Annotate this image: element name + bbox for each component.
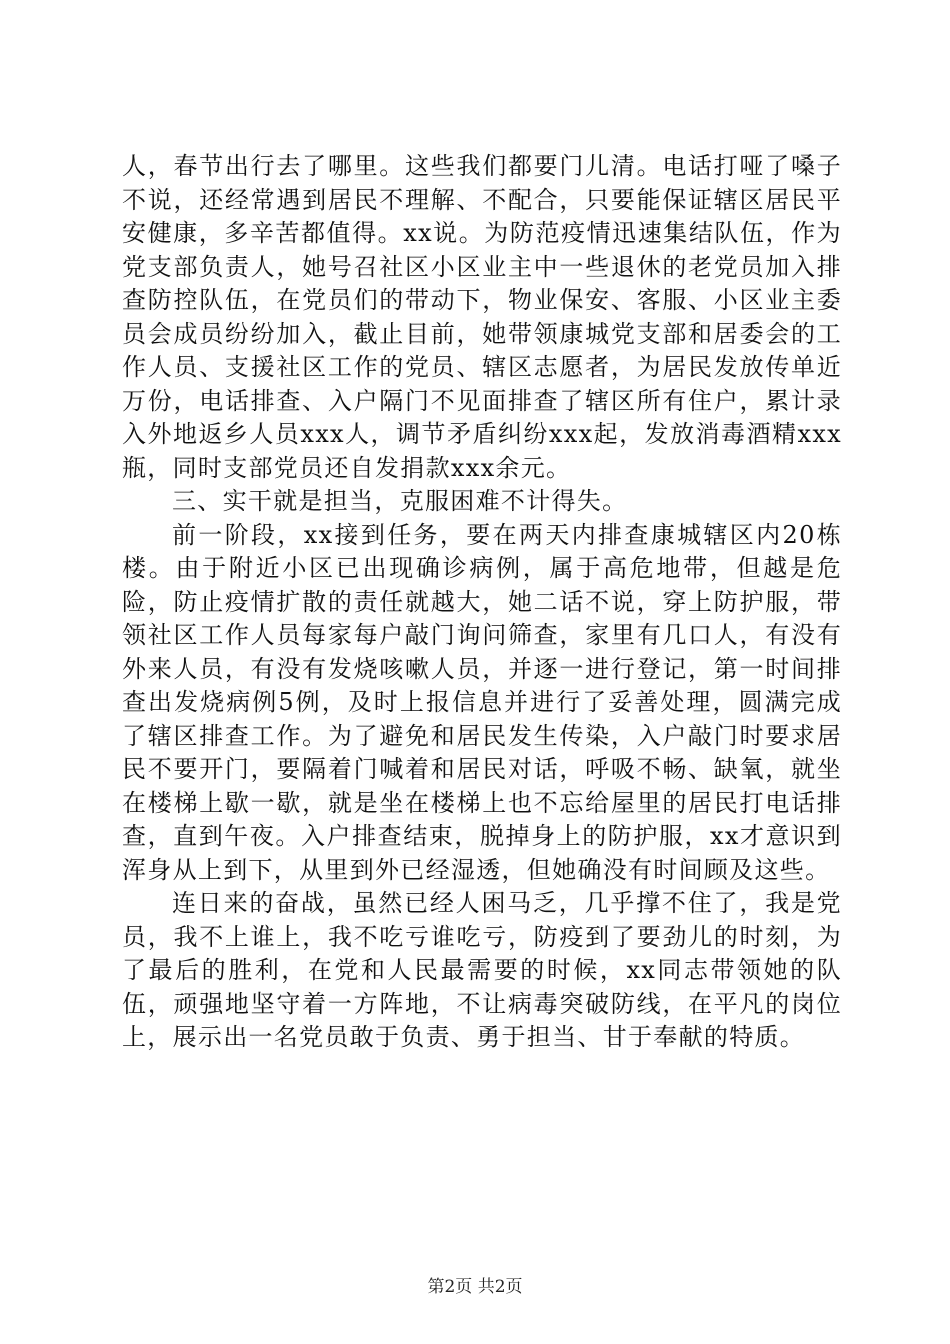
paragraph-conclusion: 连日来的奋战，虽然已经人困马乏，几乎撑不住了，我是党员，我不上谁上，我不吃亏谁吃亏，防疫到了要劲儿的时刻，为了最后的胜利，在党和人民最需要的时候，xx同志带领她的队伍，顽强地坚守着一方阵地，不让病毒突破防线，在平凡的岗位上，展示出一名党员敢于负责、勇于担当、甘于奉献的特质。 bbox=[122, 889, 842, 1051]
paragraph-continuation: 人，春节出行去了哪里。这些我们都要门儿清。电话打哑了嗓子不说，还经常遇到居民不理解、不配合，只要能保证辖区居民平安健康，多辛苦都值得。xx说。为防范疫情迅速集结队伍，作为党支部负责人，她号召社区小区业主中一些退休的老党员加入排查防控队伍，在党员们的带动下，物业保安、客服、小区业主委员会成员纷纷加入，截止目前，她带领康城党支部和居委会的工作人员、支援社区工作的党员、辖区志愿者，为居民发放传单近万份，电话排查、入户隔门不见面排查了辖区所有住户，累计录入外地返乡人员xxx人，调节矛盾纠纷xxx起，发放消毒酒精xxx瓶，同时支部党员还自发捐款xxx余元。 bbox=[122, 152, 842, 482]
paragraph-investigation: 前一阶段，xx接到任务，要在两天内排查康城辖区内20栋楼。由于附近小区已出现确诊病例，属于高危地带，但越是危险，防止疫情扩散的责任就越大，她二话不说，穿上防护服，带领社区工作人员每家每户敲门询问筛查，家里有几口人，有没有外来人员，有没有发烧咳嗽人员，并逐一进行登记，第一时间排查出发烧病例5例，及时上报信息并进行了妥善处理，圆满完成了辖区排查工作。为了避免和居民发生传染，入户敲门时要求居民不要开门，要隔着门喊着和居民对话，呼吸不畅、缺氧，就坐在楼梯上歇一歇，就是坐在楼梯上也不忘给屋里的居民打电话排查，直到午夜。入户排查结束，脱掉身上的防护服，xx才意识到浑身从上到下，从里到外已经湿透，但她确没有时间顾及这些。 bbox=[122, 520, 842, 884]
document-body bbox=[122, 150, 842, 1055]
page-footer: 第2页 共2页 bbox=[427, 1277, 523, 1297]
section-heading: 三、实干就是担当，克服困难不计得失。 bbox=[172, 487, 628, 515]
